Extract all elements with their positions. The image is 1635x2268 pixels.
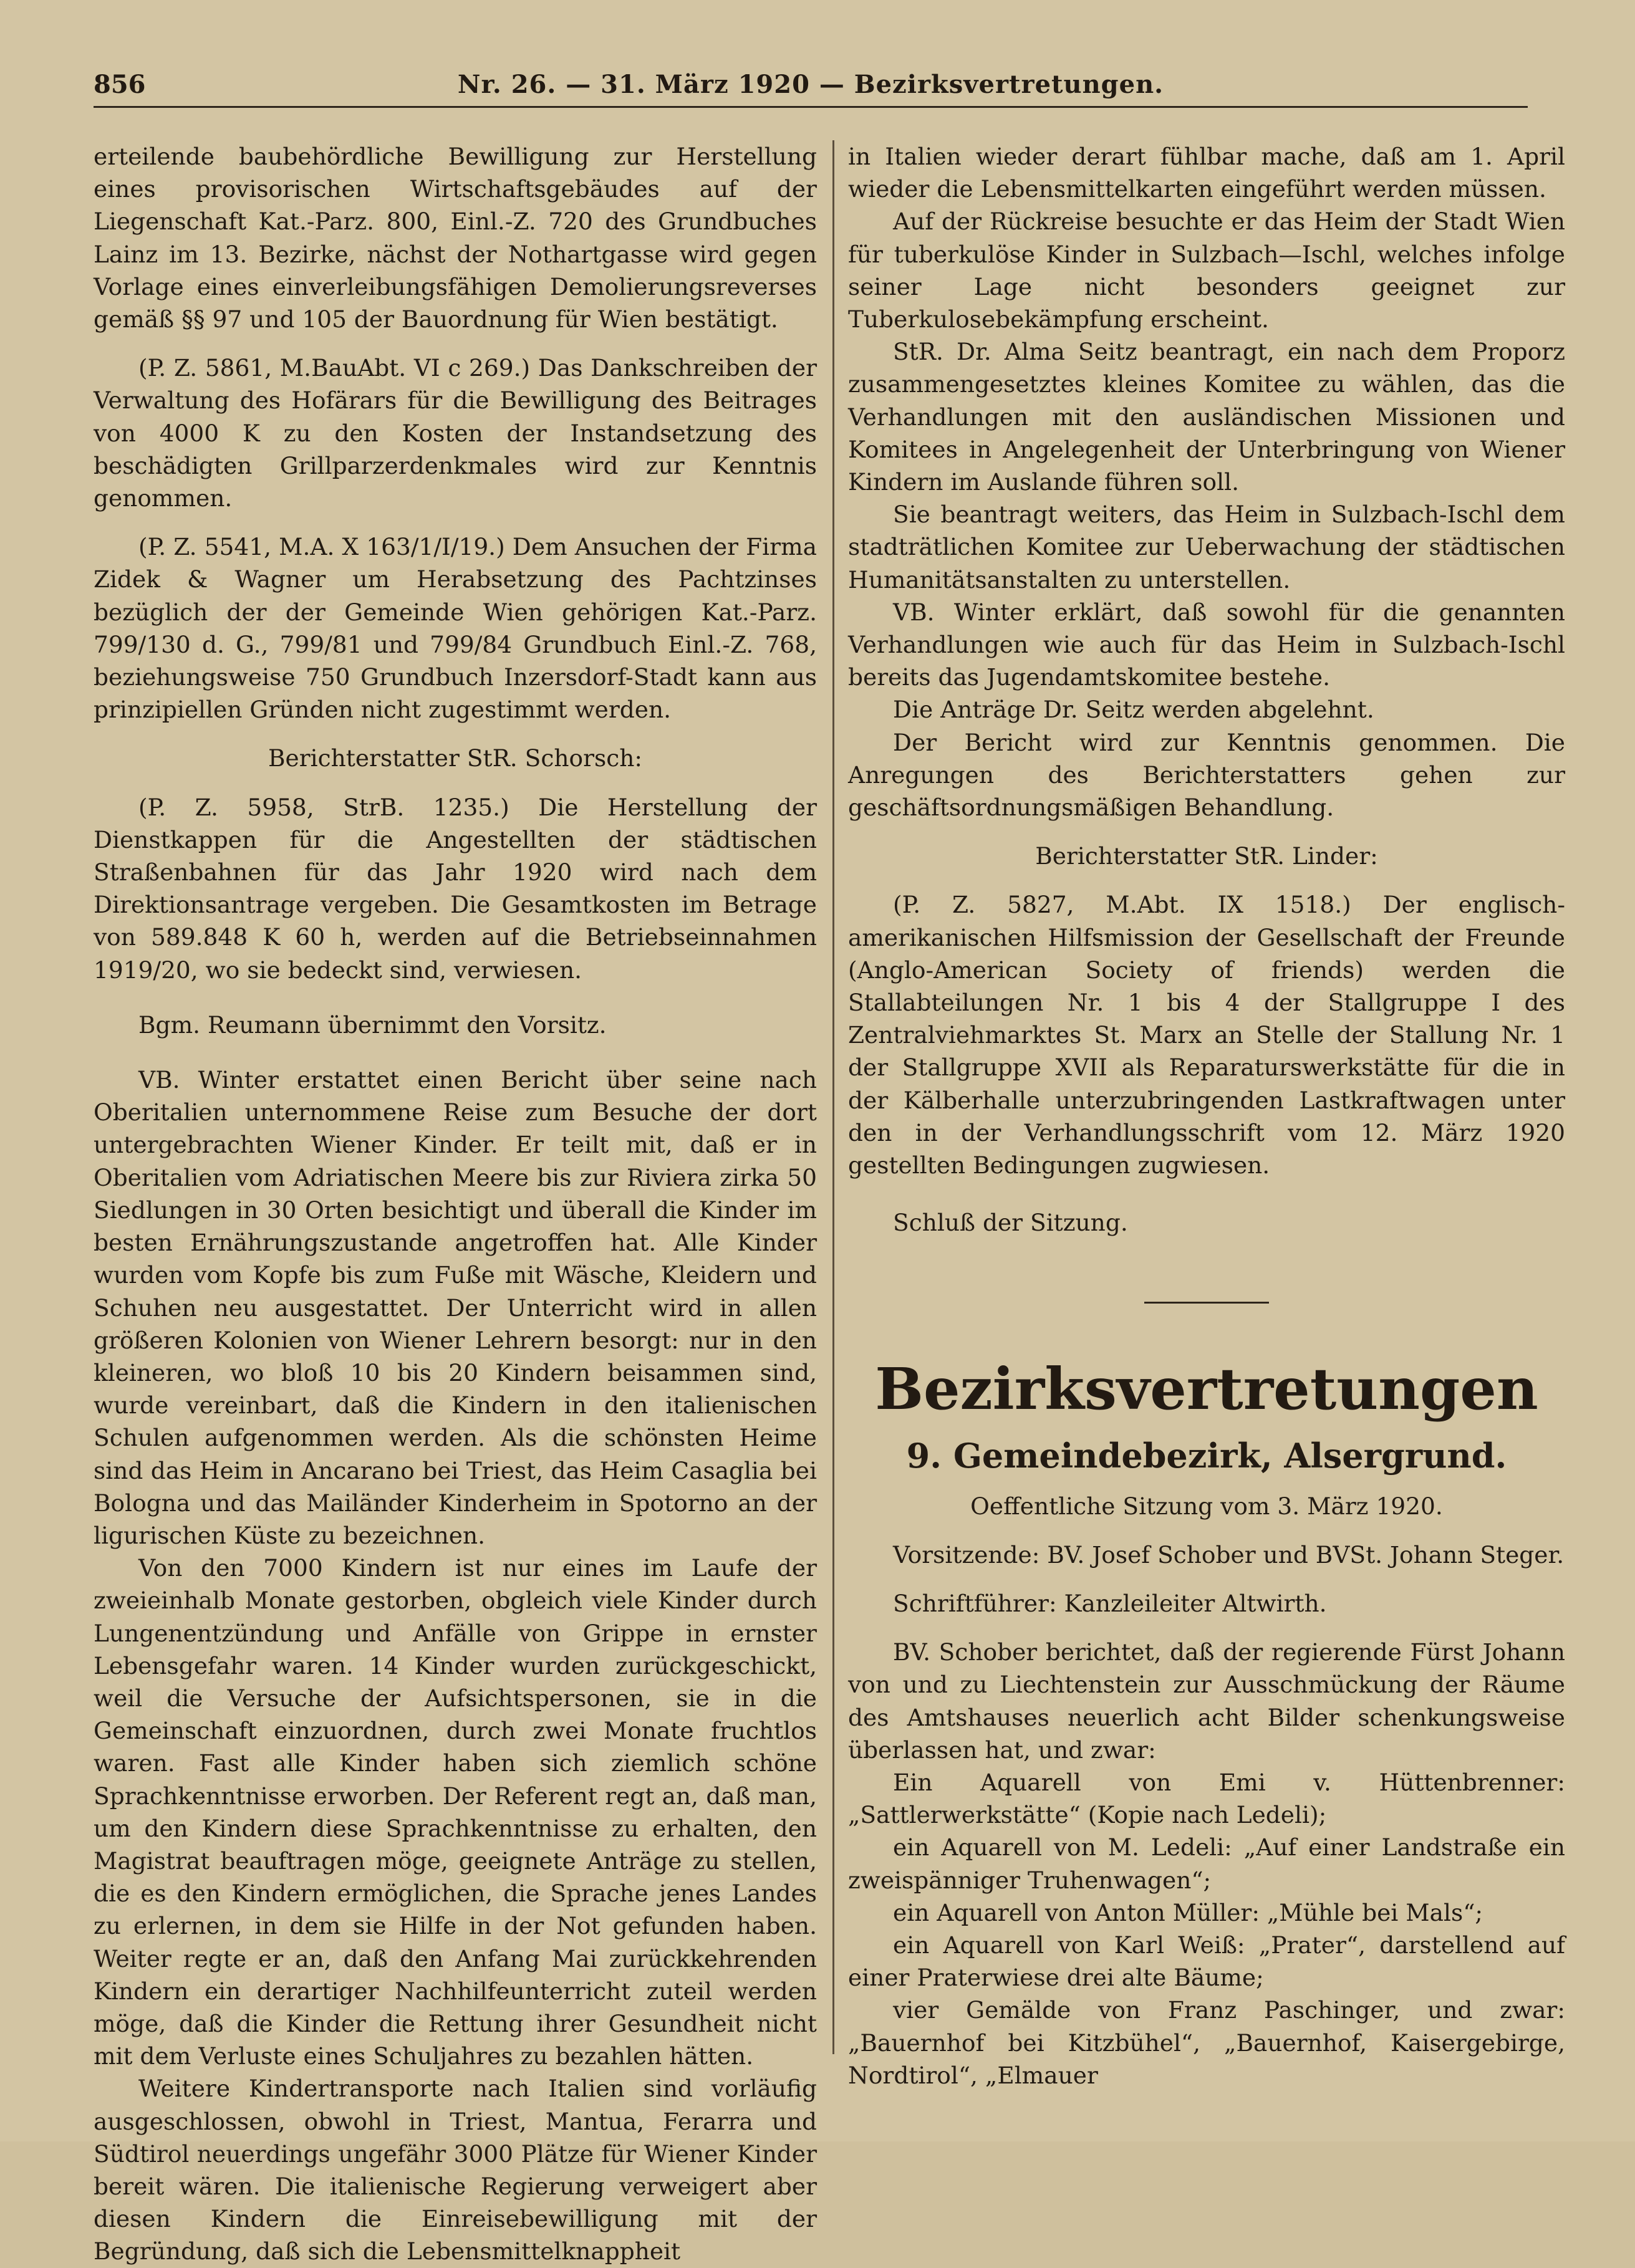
paragraph: (P. Z. 5958, StrB. 1235.) Die Herstellung der Dienstkappen für die Angestellten der städtischen Straßenbahnen für das Jahr 1920 wird nach dem Direktionsantrage vergeben. Die Gesamtkosten im Betrage von 589.848 K 60 h, werden auf die Betriebseinnahmen 1919/20, wo sie bedeckt sind, verwiesen.	[94, 793, 817, 984]
reporter-heading: Berichterstatter StR. Schorsch:	[268, 744, 643, 772]
paragraph: erteilende baubehördliche Bewilligung zur Herstellung eines provisorischen Wirtschaftsgebäudes auf der Liegenschaft Kat.-Parz. 800, Einl.-Z. 720 des Grundbuches Lainz im 13. Bezirke, nächst der Nothartgasse wird gegen Vorlage eines einverleibungsfähigen Demolierungsreverses gemäß §§ 97 und 105 der Bauordnung für Wien bestätigt.	[94, 143, 817, 334]
left-column	[94, 140, 817, 2268]
page-header	[94, 62, 1528, 108]
paragraph: in Italien wieder derart fühlbar mache, daß am 1. April wieder die Lebensmittelkarten eingeführt werden müssen.	[848, 143, 1565, 203]
list-item: ein Aquarell von Anton Müller: „Mühle bei Mals“;	[893, 1898, 1483, 1926]
paragraph: Die Anträge Dr. Seitz werden abgelehnt.	[893, 696, 1374, 724]
paragraph: (P. Z. 5827, M.Abt. IX 1518.) Der englisch-amerikanischen Hilfsmission der Gesellschaft der Freunde (Anglo-American Society of friends) werden die Stallabteilungen Nr. 1 bis 4 der Stallgruppe I des Zentralviehmarktes St. Marx an Stelle der Stallung Nr. 1 der Stallgruppe XVII als Reparaturswerkstätte für die in der Kälberhalle unterzubringenden Lastkraftwagen unter den in der Verhandlungsschrift vom 12. März 1920 gestellten Bedingungen zugwiesen.	[848, 891, 1565, 1180]
district-title: 9. Gemeindebezirk, Alsergrund.	[906, 1435, 1507, 1476]
list-item: ein Aquarell von Karl Weiß: „Prater“, darstellend auf einer Praterwiese drei alte Bäume;	[848, 1931, 1565, 1992]
painting-list	[848, 1766, 1565, 2092]
page-number: 856	[94, 70, 146, 99]
paragraph: Bgm. Reumann übernimmt den Vorsitz.	[138, 1011, 607, 1039]
paragraph: Weitere Kindertransporte nach Italien sind vorläufig ausgeschlossen, obwohl in Triest, Mantua, Ferarra und Südtirol neuerdings ungefähr 3000 Plätze für Wiener Kinder bereit wären. Die italienische Regierung verweigert aber diesen Kindern die Einreisebewilligung mit der Begründung, daß sich die Lebensmittelknappheit	[94, 2075, 817, 2266]
paragraph: Sie beantragt weiters, das Heim in Sulzbach-Ischl dem stadträtlichen Komitee zur Ueberwachung der städtischen Humanitätsanstalten zu unterstellen.	[848, 501, 1565, 593]
chairs: Vorsitzende: BV. Josef Schober und BVSt. Johann Steger.	[893, 1540, 1565, 1569]
paragraph: (P. Z. 5861, M.BauAbt. VI c 269.) Das Dankschreiben der Verwaltung des Hofärars für die Bewilligung des Beitrages von 4000 K zu den Kosten der Instandsetzung des beschädigten Grillparzerdenkmales wird zur Kenntnis genommen.	[94, 354, 817, 512]
paragraph: StR. Dr. Alma Seitz beantragt, ein nach dem Proporz zusammengesetztes kleines Komitee zu wählen, das die Verhandlungen mit den ausländischen Missionen und Komitees in Angelegenheit der Unterbringung von Wiener Kindern im Auslande führen soll.	[848, 338, 1565, 496]
right-column	[848, 140, 1565, 2092]
paragraph: Der Bericht wird zur Kenntnis genommen. Die Anregungen des Berichterstatters gehen zur geschäftsordnungsmäßigen Behandlung.	[848, 728, 1565, 822]
paragraph: Von den 7000 Kindern ist nur eines im Laufe der zweieinhalb Monate gestorben, obgleich viele Kinder durch Lungenentzündung und Anfälle von Grippe in ernster Lebensgefahr waren. 14 Kinder wurden zurückgeschickt, weil die Versuche der Aufsichtspersonen, sie in die Gemeinschaft einzuordnen, durch zwei Monate fruchtlos waren. Fast alle Kinder haben sich ziemlich schöne Sprachkenntnisse erworben. Der Referent regt an, daß man, um den Kindern diese Sprachkenntnisse zu erhalten, den Magistrat beauftragen möge, geeignete Anträge zu stellen, die es den Kindern ermöglichen, die Sprache jenes Landes zu erlernen, in dem sie Hilfe in der Not gefunden haben. Weiter regte er an, daß den Anfang Mai zurückkehrenden Kindern ein derartiger Nachhilfeunterricht zuteil werden möge, daß die Kinder die Rettung ihrer Gesundheit nicht mit dem Verluste eines Schuljahres zu bezahlen hätten.	[94, 1554, 817, 2070]
section-divider	[1144, 1302, 1269, 1304]
session-close: Schluß der Sitzung.	[893, 1209, 1128, 1237]
paragraph: (P. Z. 5541, M.A. X 163/1/I/19.) Dem Ansuchen der Firma Zidek & Wagner um Herabsetzung des Pachtzinses bezüglich der der Gemeinde Wien gehörigen Kat.-Parz. 799/130 d. G., 799/81 und 799/84 Grundbuch Einl.-Z. 768, beziehungsweise 750 Grundbuch Inzersdorf-Stadt kann aus prinzipiellen Gründen nicht zugestimmt werden.	[94, 533, 817, 724]
secretary: Schriftführer: Kanzleileiter Altwirth.	[893, 1589, 1327, 1617]
column-divider	[832, 140, 834, 2054]
paragraph: Auf der Rückreise besuchte er das Heim der Stadt Wien für tuberkulöse Kinder in Sulzbach—Ischl, welches infolge seiner Lage nicht besonders geeignet zur Tuberkulosebekämpfung erscheint.	[848, 208, 1565, 334]
paragraph: VB. Winter erklärt, daß sowohl für die genannten Verhandlungen wie auch für das Heim in Sulzbach-Ischl bereits das Jugendamtskomitee bestehe.	[848, 598, 1565, 691]
paragraph: BV. Schober berichtet, daß der regierende Fürst Johann von und zu Liechtenstein zur Ausschmückung der Räume des Amtshauses neuerlich acht Bilder schenkungsweise überlassen hat, und zwar:	[848, 1638, 1565, 1764]
session-date: Oeffentliche Sitzung vom 3. März 1920.	[970, 1492, 1443, 1520]
list-item: Ein Aquarell von Emi v. Hüttenbrenner: „Sattlerwerkstätte“ (Kopie nach Ledeli);	[848, 1768, 1565, 1829]
reporter-heading: Berichterstatter StR. Linder:	[1035, 842, 1378, 870]
list-item: vier Gemälde von Franz Paschinger, und zwar: „Bauernhof bei Kitzbühel“, „Bauernhof, Kaisergebirge, Nordtirol“, „Elmauer	[848, 1996, 1565, 2089]
section-title: Bezirksvertretungen	[875, 1355, 1538, 1423]
paragraph: VB. Winter erstattet einen Bericht über seine nach Oberitalien unternommene Reise zum Besuche der dort untergebrachten Wiener Kinder. Er teilt mit, daß er in Oberitalien vom Adriatischen Meere bis zur Riviera zirka 50 Siedlungen in 30 Orten besichtigt und überall die Kinder im besten Ernährungszustande angetroffen hat. Alle Kinder wurden vom Kopfe bis zum Fuße mit Wäsche, Kleidern und Schuhen neu ausgestattet. Der Unterricht wird in allen größeren Kolonien von Wiener Lehrern besorgt: nur in den kleineren, wo bloß 10 bis 20 Kindern beisammen sind, wurde vereinbart, daß die Kindern in den italienischen Schulen aufgenommen werden. Als die schönsten Heime sind das Heim in Ancarano bei Triest, das Heim Casaglia bei Bologna und das Mailänder Kinderheim in Spotorno an der ligurischen Küste zu bezeichnen.	[94, 1066, 817, 1549]
list-item: ein Aquarell von M. Ledeli: „Auf einer Landstraße ein zweispänniger Truhenwagen“;	[848, 1833, 1565, 1894]
running-title: Nr. 26. — 31. März 1920 — Bezirksvertretungen.	[457, 70, 1164, 99]
